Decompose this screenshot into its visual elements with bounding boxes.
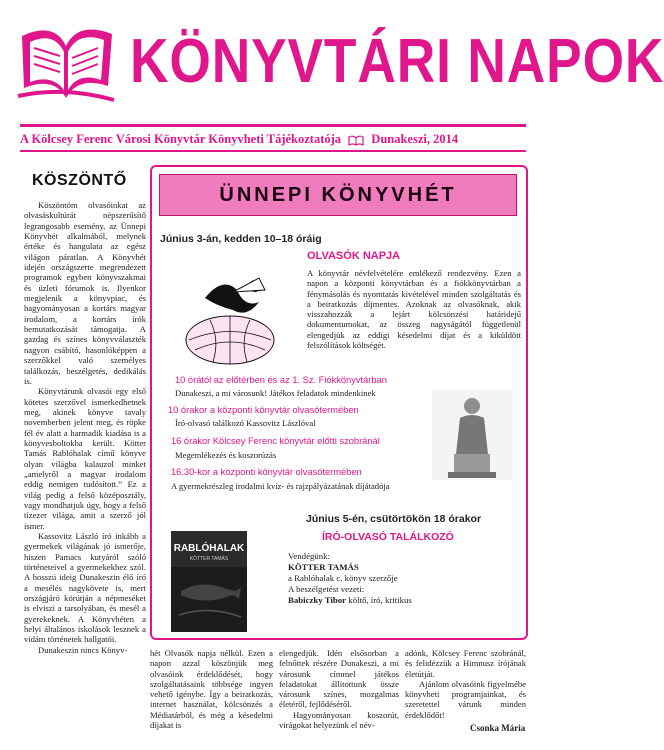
- book-cover-rablohalak: [171, 531, 247, 632]
- program-item-desc: Megemlékezés és koszorúzás: [175, 450, 277, 460]
- bottom-column-text: elengedjük. Idén elsősorban a felnőttek részére Dunakeszi, a mi városunk címmel játékos feladatokat állítottunk össze városunk színes, mozgalmas életéről, fejlődéséről.: [279, 648, 399, 710]
- greeting-paragraph: Kassovitz László író inkább a gyermekek világának jó ismerője, hiszen Pamacs kutyáról szóló történeteivel a gyermekekhez szól. A hosszú ideig Dunakeszin élő író a mesélés nagykövete is, mert országjáró körútján a népmeséket is elviszi a tarsolyában, és mesél a gyerekeknek. A Könyvhéten a helyi általános iskolások lesznek a vidám történetek hallgatói.: [24, 531, 146, 645]
- bottom-column-text: Ajánlom olvasóink figyelmébe könyvheti programjainkat, és szeretettel várunk minden érdeklődőt!: [405, 678, 526, 720]
- masthead-subtitle: A Kölcsey Ferenc Városi Könyvtár Könyvheti Tájékoztatója: [20, 132, 342, 146]
- statue-photo-icon: [432, 390, 512, 480]
- masthead-rule-top: [20, 124, 526, 127]
- guest-role: a Rablóhalak c. könyv szerzője: [288, 573, 398, 583]
- signature: Csonka Mária: [470, 723, 526, 733]
- host-role: költő, író, kritikus: [348, 595, 412, 605]
- event-date-june-3: Június 3-án, kedden 10–18 óráig: [160, 233, 322, 245]
- program-item-time: 16 órakor Kölcsey Ferenc könyvtár előtti szobránál: [171, 436, 380, 446]
- masthead-subtitle-bar: [20, 130, 526, 148]
- book-cover-title: RABLÓHALAK: [173, 543, 245, 554]
- greeting-paragraph: Köszöntöm olvasóinkat az olvasáskultúrát népszerűsítő legrangosabb esemény, az Ünnepi Könyvhét alkalmából, melynek értéke és hangulata az egész világon páratlan. A Könyvhét idején országszerte megrendezett programok egyben könyvszakmai és üzleti fórumok is. Ilyenkor megjelenik a könyvpiac, és hagyományosan a kortárs magyar irodalom, a kortárs írók bemutatkozását támogatja. A gazdag és színes könyvválaszték nagyon csábító, hasonlóképpen a szerzőkkel való személyes találkozás, beszélgetés, dedikálás is.: [24, 200, 146, 386]
- greeting-paragraph: Könyvtárunk olvasói egy első kötetes szerzővel ismerkedhetnek meg, akinek könyve tavaly novemberben jelent meg, és röpke fél év alatt a harmadik kiadása is a könyvesboltokba került. Kötter Tamás Rablóhalak című könyve olyan világba kalauzol minket „amelyről a magyar irodalom eddig nemigen tudósított.” Ez a világ pedig a felső középosztály, vagy mondhatjuk úgy, hogy a felső tízezer világa, amit a szerző jól ismer.: [24, 386, 146, 531]
- bottom-column-text: Hagyományosan koszorút, virágokat helyezünk el név-: [279, 709, 399, 731]
- book-logo-icon: [14, 16, 119, 111]
- host-name: Babiczky Tibor: [288, 595, 347, 605]
- masthead-rule-bottom: [20, 150, 526, 152]
- readers-day-body: A könyvtár névfelvételére emlékező rendezvény. Ezen a napon a központi könyvtárban és a fiókkönyvtárban a fénymásolás és nyomtatás kivételével minden szolgáltatás és a beiratkozás díjmentes. Azoknak az olvasóknak, akik visszahozzák a lejárt kölcsönzési határidejű dokumentumokat, az összeg nagyságától függetlenül elengedjük az eddigi késedelmi díjat és a kiküldött felszólítások költségét.: [307, 268, 521, 351]
- reader-illustration-icon: [175, 268, 285, 368]
- program-item-time: 10 órakor a központi könyvtár olvasótermében: [168, 405, 359, 415]
- masthead-place-year: Dunakeszi, 2014: [371, 132, 459, 146]
- greeting-title: KÖSZÖNTŐ: [32, 172, 127, 189]
- bottom-column-1: [150, 648, 273, 738]
- feature-banner: ÜNNEPI KÖNYVHÉT: [159, 174, 517, 216]
- open-book-icon: [348, 135, 364, 146]
- masthead-title: KÖNYVTÁRI NAPOK: [130, 27, 664, 96]
- greeting-body: [24, 200, 146, 730]
- bottom-column-2: [279, 648, 399, 738]
- event-date-june-5: Június 5-én, csütörtökön 18 órakor: [306, 513, 482, 525]
- program-item-desc: Dunakeszi, a mi városunk! Játékos feladatok mindenkinek: [175, 388, 376, 398]
- guest-label: Vendégünk:: [288, 551, 331, 561]
- program-item-time: 10 órától az előtérben és az 1. Sz. Fiókkönyvtárban: [175, 375, 387, 385]
- program-item-desc: A gyermekrészleg irodalmi kvíz- és rajzpályázatának díjátadója: [171, 481, 390, 491]
- program-item-desc: Író-olvasó találkozó Kassovitz Lászlóval: [175, 418, 316, 428]
- program-item-time: 16.30-kor a központi könyvtár olvasótermében: [171, 467, 362, 477]
- host-label: A beszélgetést vezeti:: [288, 584, 365, 594]
- bottom-column-text: adónk, Kölcsey Ferenc szobránál, és felidézzük a Himnusz írójának életútját.: [405, 648, 526, 679]
- readers-day-title: OLVASÓK NAPJA: [307, 250, 401, 262]
- guest-block: [288, 551, 513, 606]
- greeting-paragraph: Dunakeszin nincs Könyv-: [38, 644, 128, 655]
- bottom-column-text: hét Olvasók napja nélkül. Ezen a napon azzal köszönjük meg olvasóink érdeklődését, hogy szolgáltatásaink többsége ingyen vehető igénybe. Így a beiratkozás, internet használat, kölcsönzés a Médiatárból, és még a késedelmi díjakat is: [150, 648, 273, 731]
- guest-name: KÖTTER TAMÁS: [288, 562, 359, 572]
- book-cover-author: KÖTTER TAMÁS: [189, 556, 229, 562]
- writer-reader-title: ÍRÓ-OLVASÓ TALÁLKOZÓ: [322, 531, 454, 543]
